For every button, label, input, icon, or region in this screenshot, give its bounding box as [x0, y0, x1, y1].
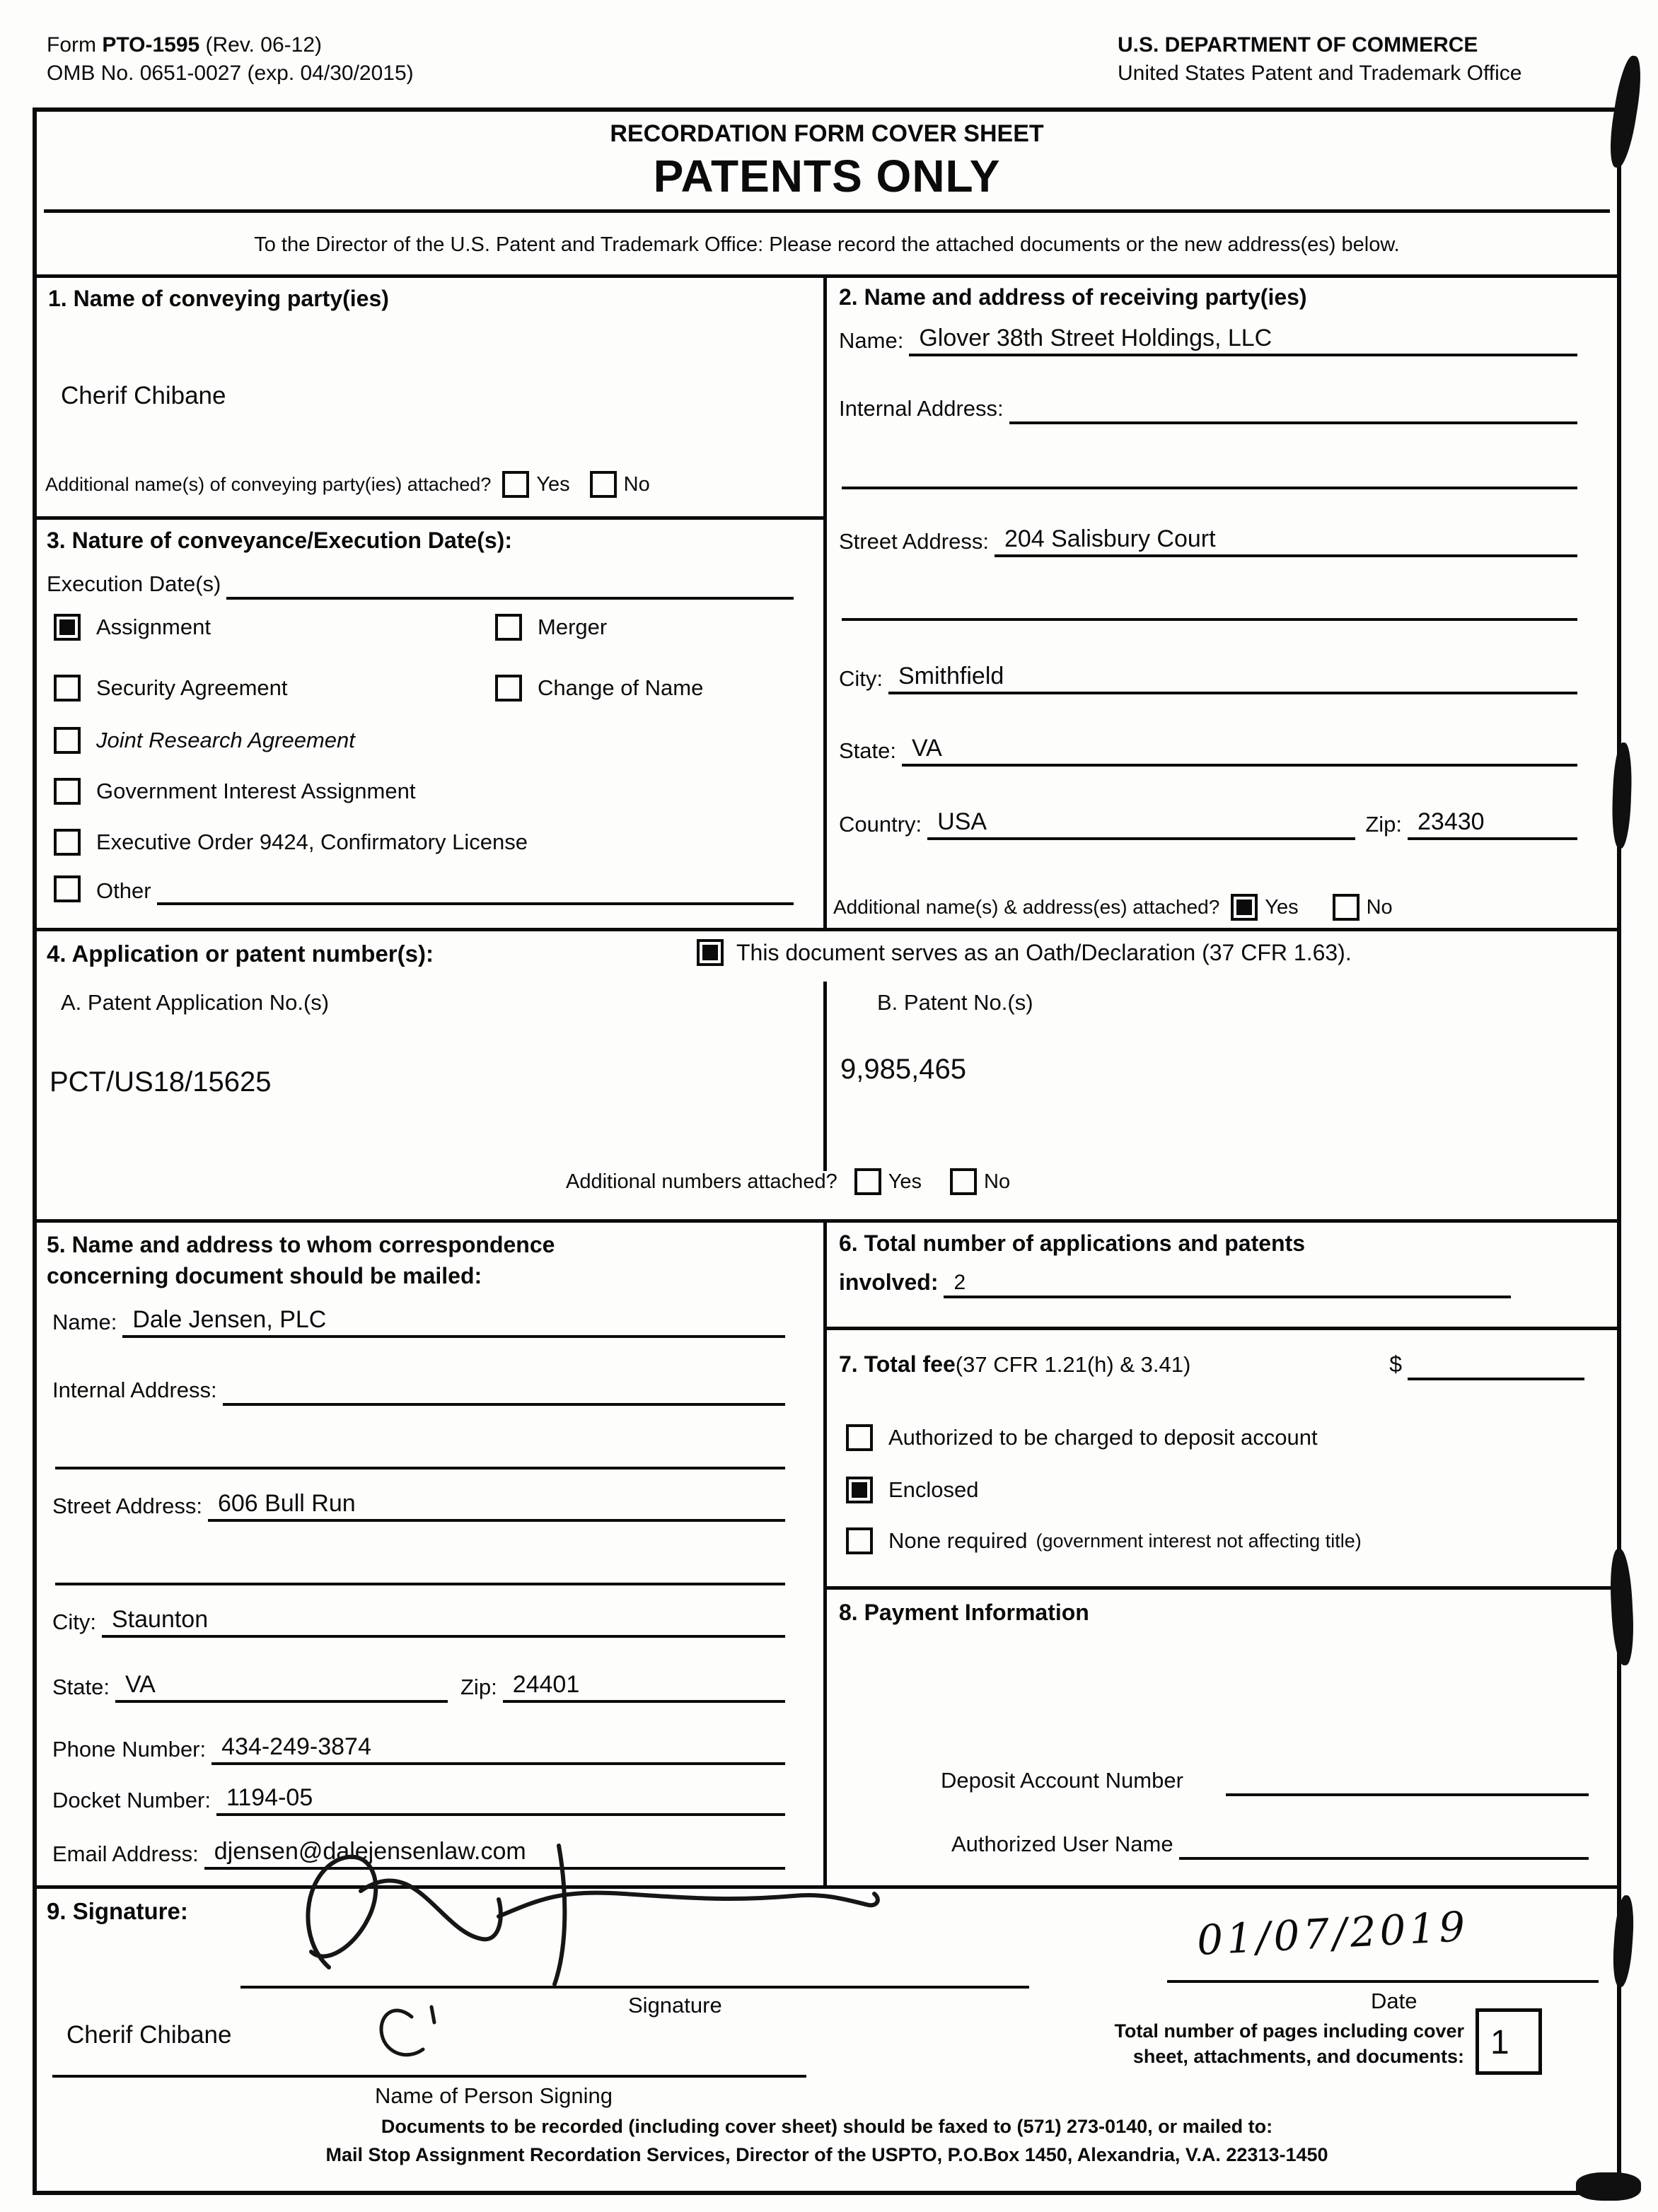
correspondence-zip-label: Zip: [460, 1675, 497, 1699]
section2-heading: 2. Name and address of receiving party(ies) [839, 284, 1307, 310]
receiving-country-value: USA [937, 808, 987, 836]
footer-mail-instruction: Mail Stop Assignment Recordation Services, Director of the USPTO, P.O.Box 1450, Alexandria, V.A. 22313-1450 [325, 2144, 1328, 2165]
section4-additional-no-label: No [984, 1170, 1011, 1193]
divider [823, 1327, 1617, 1330]
receiving-internal-address-label: Internal Address: [839, 396, 1004, 421]
total-fee-field[interactable] [1408, 1349, 1584, 1380]
receiving-street-value: 204 Salisbury Court [1004, 525, 1216, 553]
patents-only-title: PATENTS ONLY [653, 151, 1001, 202]
correspondence-city-row [52, 1600, 785, 1638]
correspondence-internal-address-label: Internal Address: [52, 1378, 217, 1402]
receiving-street-row [839, 519, 1577, 557]
signature-caption: Signature [628, 1993, 722, 2018]
date-caption: Date [1371, 1989, 1418, 2013]
pages-count-box[interactable] [1476, 2008, 1542, 2075]
other-field[interactable] [157, 874, 794, 905]
correspondence-name-value: Dale Jensen, PLC [132, 1306, 327, 1334]
receiving-city-value: Smithfield [898, 663, 1004, 690]
correspondence-extra-field-2[interactable] [55, 1554, 785, 1585]
execution-date-field[interactable] [226, 569, 794, 600]
authorized-user-row [951, 1822, 1589, 1860]
option-joint-research [54, 727, 355, 754]
pages-count-value: 1 [1490, 2024, 1509, 2061]
correspondence-email-label: Email Address: [52, 1841, 199, 1866]
section2-additional-no-label: No [1366, 895, 1393, 919]
receiving-city-field[interactable] [888, 663, 1577, 694]
signature-image [255, 1833, 912, 1999]
receiving-street-field[interactable] [995, 526, 1577, 557]
section2-additional-yes-checkbox[interactable] [1231, 894, 1258, 921]
receiving-name-label: Name: [839, 328, 904, 353]
receiving-country-field[interactable] [927, 809, 1355, 840]
section4-heading: 4. Application or patent number(s): [47, 941, 434, 967]
authorized-user-field[interactable] [1179, 1829, 1589, 1860]
pages-label [1019, 2018, 1464, 2069]
correspondence-state-value: VA [125, 1671, 156, 1699]
department-block [1118, 31, 1521, 88]
receiving-zip-field[interactable] [1408, 809, 1577, 840]
receiving-zip-label: Zip: [1365, 812, 1402, 837]
section1-additional-question: Additional name(s) of conveying party(ies) attached? [45, 473, 492, 495]
section4-additional-question: Additional numbers attached? [566, 1170, 837, 1193]
divider [823, 1219, 827, 1885]
footer-fax-instruction: Documents to be recorded (including cover sheet) should be faxed to (571) 273-0140, or mailed to: [381, 2116, 1273, 2137]
receiving-internal-address-field[interactable] [1009, 393, 1577, 424]
person-signing-line[interactable] [52, 2075, 806, 2078]
correspondence-name-label: Name: [52, 1310, 117, 1334]
correspondence-phone-value: 434-249-3874 [221, 1733, 371, 1761]
correspondence-street-row [52, 1484, 785, 1522]
divider [823, 982, 827, 1171]
receiving-name-field[interactable] [909, 325, 1577, 356]
divider [37, 928, 1617, 931]
receiving-address-extra-field-2[interactable] [842, 590, 1577, 621]
correspondence-blank-row-2 [55, 1547, 785, 1585]
merger-checkbox[interactable] [495, 614, 522, 641]
patent-no-label: B. Patent No.(s) [877, 990, 1033, 1015]
section3-heading: 3. Nature of conveyance/Execution Date(s): [47, 528, 512, 553]
execution-date-row [47, 561, 794, 600]
correspondence-name-field[interactable] [122, 1307, 785, 1338]
section7-heading-row [839, 1342, 1584, 1380]
enclosed-label: Enclosed [888, 1477, 979, 1502]
section6-heading-line1: 6. Total number of applications and patents [839, 1230, 1306, 1256]
option-security-agreement [54, 675, 288, 702]
joint-research-checkbox[interactable] [54, 727, 81, 754]
correspondence-name-row [52, 1300, 785, 1338]
person-signing-caption: Name of Person Signing [375, 2083, 613, 2108]
section7-heading-rest: (37 CFR 1.21(h) & 3.41) [955, 1352, 1191, 1377]
omb-number: OMB No. 0651-0027 (exp. 04/30/2015) [47, 62, 414, 85]
none-required-checkbox[interactable] [846, 1527, 873, 1554]
correspondence-zip-value: 24401 [512, 1671, 580, 1699]
receiving-address-blank-row-1 [842, 451, 1577, 489]
fee-option-enclosed [846, 1477, 979, 1503]
correspondence-docket-row [52, 1778, 785, 1816]
patent-application-no-label: A. Patent Application No.(s) [61, 990, 330, 1015]
receiving-state-field[interactable] [902, 735, 1577, 767]
divider [823, 1586, 1617, 1590]
receiving-address-blank-row-2 [842, 583, 1577, 621]
section4-additional-row [566, 1165, 1010, 1198]
security-agreement-checkbox[interactable] [54, 675, 81, 702]
correspondence-city-value: Staunton [112, 1606, 209, 1634]
section9-heading: 9. Signature: [47, 1898, 188, 1924]
pages-label-line1: Total number of pages including cover [1114, 2020, 1464, 2042]
signer-initials-mark [368, 1994, 460, 2072]
assignment-checkbox[interactable] [54, 614, 81, 641]
section1-additional-row [45, 468, 650, 501]
correspondence-extra-field-1[interactable] [55, 1438, 785, 1469]
signer-name-value: Cherif Chibane [66, 2021, 232, 2049]
section4-additional-yes-label: Yes [888, 1170, 922, 1193]
total-involved-value: 2 [953, 1270, 966, 1294]
office-line: United States Patent and Trademark Office [1118, 62, 1522, 85]
receiving-zip-value: 23430 [1418, 808, 1485, 836]
divider [44, 209, 1610, 213]
patent-no-value: 9,985,465 [840, 1054, 966, 1085]
merger-label: Merger [538, 615, 608, 639]
section2-additional-no-checkbox[interactable] [1333, 894, 1360, 921]
divider [37, 516, 826, 520]
form-title: RECORDATION FORM COVER SHEET [610, 120, 1044, 147]
option-assignment [54, 614, 211, 641]
section6-involved-row [839, 1260, 1511, 1298]
receiving-internal-address-row [839, 386, 1577, 424]
receiving-country-label: Country: [839, 812, 922, 837]
oath-declaration-label: This document serves as an Oath/Declaration (37 CFR 1.63). [736, 939, 1352, 965]
section7-heading-bold: 7. Total fee [839, 1351, 956, 1377]
correspondence-zip-field[interactable] [503, 1672, 785, 1703]
receiving-address-extra-field-1[interactable] [842, 458, 1577, 489]
section1-heading: 1. Name of conveying party(ies) [48, 286, 389, 311]
correspondence-internal-address-row [52, 1368, 785, 1406]
conveying-party-name: Cherif Chibane [61, 382, 226, 409]
total-involved-field[interactable] [944, 1267, 1511, 1298]
signature-date-value: 01/07/2019 [1195, 1902, 1470, 1965]
section1-additional-no-label: No [623, 472, 650, 496]
correspondence-state-label: State: [52, 1675, 110, 1699]
option-other [54, 867, 794, 905]
correspondence-phone-field[interactable] [211, 1734, 785, 1765]
option-government-interest [54, 778, 415, 805]
correspondence-docket-field[interactable] [216, 1785, 785, 1816]
correspondence-city-field[interactable] [102, 1607, 785, 1638]
correspondence-docket-value: 1194-05 [226, 1784, 313, 1812]
change-of-name-label: Change of Name [538, 675, 704, 700]
section8-heading: 8. Payment Information [839, 1600, 1089, 1625]
correspondence-email-value: djensen@dalejensenlaw.com [214, 1838, 526, 1865]
receiving-city-label: City: [839, 666, 883, 691]
enclosed-checkbox[interactable] [846, 1477, 873, 1503]
section1-additional-no-checkbox[interactable] [590, 471, 617, 498]
dollar-sign: $ [1389, 1351, 1402, 1377]
correspondence-phone-label: Phone Number: [52, 1737, 207, 1762]
receiving-city-row [839, 656, 1577, 694]
receiving-name-row [839, 318, 1577, 356]
section2-additional-yes-label: Yes [1265, 895, 1299, 919]
form-id-block [47, 31, 414, 88]
other-checkbox[interactable] [54, 875, 81, 902]
divider [37, 1219, 1617, 1223]
correspondence-internal-address-field[interactable] [223, 1375, 785, 1406]
correspondence-city-label: City: [52, 1609, 96, 1634]
option-merger [495, 614, 607, 641]
charge-deposit-label: Authorized to be charged to deposit account [888, 1425, 1318, 1450]
section4-additional-no-checkbox[interactable] [950, 1168, 977, 1195]
director-instruction: To the Director of the U.S. Patent and Trademark Office: Please record the attached documents or the new address(es) below. [254, 233, 1400, 256]
correspondence-street-label: Street Address: [52, 1494, 202, 1518]
correspondence-phone-row [52, 1727, 785, 1765]
deposit-account-label: Deposit Account Number [941, 1768, 1183, 1793]
option-change-of-name [495, 675, 703, 702]
option-executive-order [54, 829, 528, 856]
execution-date-label: Execution Date(s) [47, 571, 221, 596]
charge-deposit-checkbox[interactable] [846, 1424, 873, 1451]
correspondence-blank-row-1 [55, 1431, 785, 1469]
scan-artifact [1576, 2172, 1641, 2201]
fee-option-deposit [846, 1424, 1318, 1451]
receiving-state-row [839, 728, 1577, 767]
security-agreement-label: Security Agreement [96, 675, 288, 700]
other-label: Other [96, 878, 151, 903]
receiving-name-value: Glover 38th Street Holdings, LLC [919, 325, 1273, 352]
divider [37, 274, 1617, 278]
change-of-name-checkbox[interactable] [495, 675, 522, 702]
none-required-suffix: (government interest not affecting title) [1036, 1530, 1362, 1552]
authorized-user-label: Authorized User Name [951, 1832, 1173, 1856]
joint-research-label: Joint Research Agreement [96, 728, 355, 752]
section1-additional-yes-label: Yes [536, 472, 570, 496]
receiving-state-value: VA [912, 735, 942, 762]
executive-order-checkbox[interactable] [54, 829, 81, 856]
section5-heading-line2: concerning document should be mailed: [47, 1263, 482, 1288]
receiving-street-label: Street Address: [839, 529, 989, 554]
section2-additional-row [833, 891, 1393, 924]
signature-line[interactable] [240, 1986, 1029, 1989]
receiving-state-label: State: [839, 738, 896, 763]
section5-heading-line1: 5. Name and address to whom correspondence [47, 1232, 555, 1257]
oath-declaration-checkbox[interactable] [697, 939, 724, 966]
government-interest-label: Government Interest Assignment [96, 779, 416, 803]
form-number: Form PTO-1595 (Rev. 06-12) [47, 33, 323, 57]
date-line[interactable] [1167, 1980, 1599, 1983]
assignment-label: Assignment [96, 615, 211, 639]
section6-involved-label: involved: [839, 1269, 939, 1295]
department-line: U.S. DEPARTMENT OF COMMERCE [1118, 33, 1478, 57]
pages-label-line2: sheet, attachments, and documents: [1132, 2046, 1464, 2067]
deposit-account-row [941, 1758, 1589, 1796]
correspondence-state-zip-row [52, 1665, 785, 1703]
fee-option-none-required [846, 1527, 1362, 1554]
receiving-country-zip-row [839, 802, 1577, 840]
divider [823, 274, 827, 928]
patent-application-no-value: PCT/US18/15625 [50, 1066, 272, 1098]
oath-declaration-row [697, 939, 1352, 966]
executive-order-label: Executive Order 9424, Confirmatory License [96, 830, 528, 854]
section1-additional-yes-checkbox[interactable] [502, 471, 529, 498]
deposit-account-field[interactable] [1226, 1765, 1589, 1796]
government-interest-checkbox[interactable] [54, 778, 81, 805]
correspondence-docket-label: Docket Number: [52, 1788, 211, 1812]
section2-additional-question: Additional name(s) & address(es) attached? [833, 896, 1220, 918]
correspondence-street-value: 606 Bull Run [217, 1490, 356, 1518]
none-required-label: None required [888, 1528, 1028, 1553]
correspondence-state-field[interactable] [115, 1672, 448, 1703]
correspondence-street-field[interactable] [208, 1491, 785, 1522]
section4-additional-yes-checkbox[interactable] [854, 1168, 881, 1195]
